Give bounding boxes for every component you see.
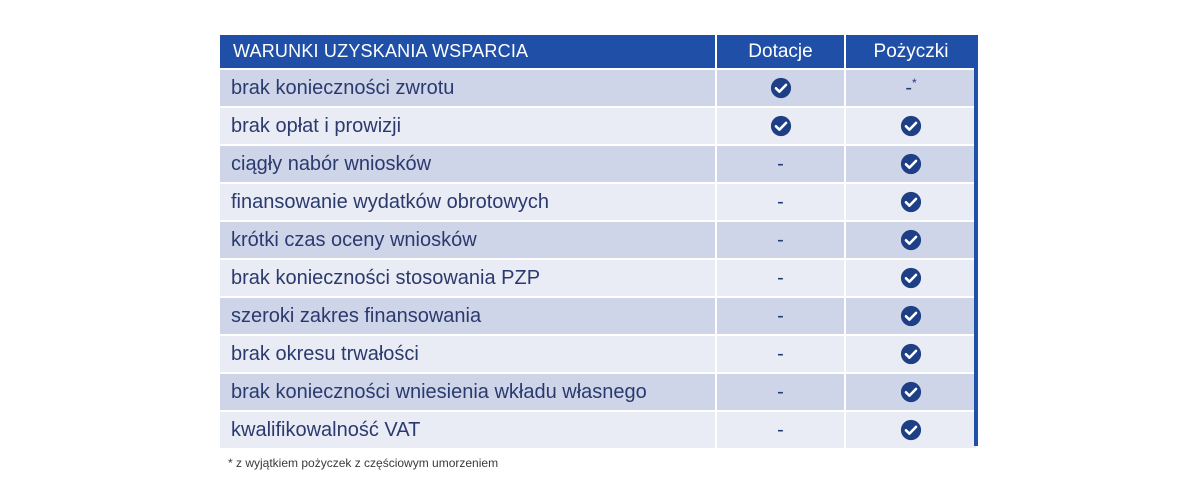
condition-label: krótki czas oceny wniosków: [220, 221, 716, 259]
table-row: [220, 297, 976, 335]
pozyczki-cell: [845, 297, 976, 335]
check-circle-icon: [900, 419, 922, 441]
dotacje-cell: [716, 221, 845, 259]
table-row: [220, 69, 976, 107]
header-dotacje: Dotacje: [716, 35, 845, 69]
pozyczki-cell: [845, 145, 976, 183]
check-circle-icon: [900, 229, 922, 251]
dash-mark: -: [905, 77, 912, 100]
dash-mark: -: [777, 380, 784, 403]
dotacje-cell: [716, 297, 845, 335]
pozyczki-cell: [845, 69, 976, 107]
table-right-border: [974, 35, 978, 446]
condition-label: kwalifikowalność VAT: [220, 411, 716, 448]
table-row: [220, 221, 976, 259]
pozyczki-cell: [845, 107, 976, 145]
pozyczki-cell: [845, 335, 976, 373]
dash-mark: -: [777, 342, 784, 365]
check-circle-icon: [900, 343, 922, 365]
condition-label: ciągły nabór wniosków: [220, 145, 716, 183]
dotacje-cell: [716, 259, 845, 297]
check-circle-icon: [900, 115, 922, 137]
support-conditions-table-wrapper: [220, 35, 978, 448]
dotacje-cell: [716, 373, 845, 411]
table-body: [220, 69, 976, 448]
check-circle-icon: [900, 153, 922, 175]
header-conditions: WARUNKI UZYSKANIA WSPARCIA: [220, 35, 716, 69]
table-row: [220, 411, 976, 448]
pozyczki-cell: [845, 373, 976, 411]
condition-label: finansowanie wydatków obrotowych: [220, 183, 716, 221]
condition-label: brak konieczności wniesienia wkładu własnego: [220, 373, 716, 411]
condition-label: szeroki zakres finansowania: [220, 297, 716, 335]
check-circle-icon: [900, 305, 922, 327]
footnote-marker: *: [912, 75, 917, 90]
support-conditions-table: [220, 35, 976, 448]
condition-label: brak konieczności stosowania PZP: [220, 259, 716, 297]
dotacje-cell: [716, 183, 845, 221]
dash-mark: -: [777, 228, 784, 251]
check-circle-icon: [900, 267, 922, 289]
footnote: * z wyjątkiem pożyczek z częściowym umorzeniem: [228, 456, 499, 470]
table-row: [220, 259, 976, 297]
table-row: [220, 145, 976, 183]
header-pozyczki: Pożyczki: [845, 35, 976, 69]
dash-mark: -: [777, 152, 784, 175]
table-row: [220, 183, 976, 221]
pozyczki-cell: [845, 259, 976, 297]
table-row: [220, 335, 976, 373]
condition-label: brak konieczności zwrotu: [220, 69, 716, 107]
condition-label: brak okresu trwałości: [220, 335, 716, 373]
dotacje-cell: [716, 107, 845, 145]
condition-label: brak opłat i prowizji: [220, 107, 716, 145]
check-circle-icon: [770, 115, 792, 137]
table-row: [220, 373, 976, 411]
pozyczki-cell: [845, 411, 976, 448]
dash-mark: -: [777, 418, 784, 441]
dotacje-cell: [716, 411, 845, 448]
dotacje-cell: [716, 335, 845, 373]
dotacje-cell: [716, 69, 845, 107]
dash-mark: -: [777, 190, 784, 213]
table-row: [220, 107, 976, 145]
check-circle-icon: [900, 191, 922, 213]
table-header-row: [220, 35, 976, 69]
pozyczki-cell: [845, 183, 976, 221]
check-circle-icon: [770, 77, 792, 99]
dotacje-cell: [716, 145, 845, 183]
dash-mark: -: [777, 304, 784, 327]
check-circle-icon: [900, 381, 922, 403]
dash-mark: -: [777, 266, 784, 289]
pozyczki-cell: [845, 221, 976, 259]
